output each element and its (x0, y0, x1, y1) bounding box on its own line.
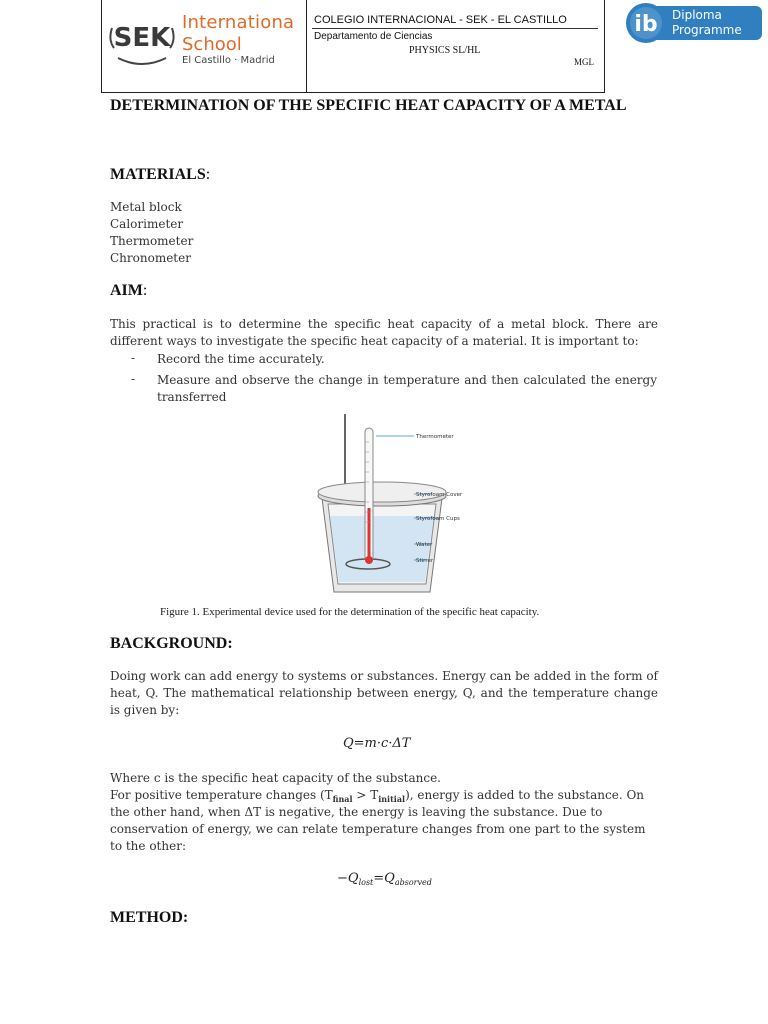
background-heading: BACKGROUND: (110, 635, 233, 652)
conservation-paragraph: the other hand, when ΔT is negative, the energy is leaving the substance. Due to conservation of energy, we can relate temperature changes from one part to the system to the other: (110, 805, 646, 853)
background-paragraph: Doing work can add energy to systems or substances. Energy can be added in the form of heat, Q. The mathematical relationship between energy, Q, and the temperature change is given by: (110, 669, 658, 717)
header-table (101, 0, 605, 93)
ib-diploma-logo-icon (624, 2, 764, 44)
materials-heading: MATERIALS: (110, 166, 211, 183)
ib-line-2: Programme (672, 23, 742, 37)
figure-label: Styrofoam Cover (416, 492, 463, 498)
conservation-formula: $-Q_{lost}=Q_{absorved}$ (337, 871, 432, 887)
header-divider (306, 0, 307, 93)
calorimeter-figure (296, 412, 472, 600)
material-item: Calorimeter (110, 217, 184, 231)
energy-formula: Q=m·c·ΔT (343, 736, 411, 751)
material-item: Metal block (110, 200, 182, 214)
author-initials: MGL (574, 57, 594, 67)
bullet-mark: - (131, 351, 136, 365)
logo-line-2: School (182, 34, 242, 55)
school-name: COLEGIO INTERNACIONAL - SEK - EL CASTILLO (314, 14, 567, 26)
method-heading: METHOD: (110, 909, 189, 926)
material-item: Chronometer (110, 251, 191, 265)
figure-label: Thermometer (416, 434, 454, 440)
temperature-line: For positive temperature changes $(T_{final} > T_{initial})$, energy is added to the substance. On (110, 788, 645, 804)
ib-line-1: Diploma (672, 8, 722, 22)
where-line: Where c is the specific heat capacity of the substance. (110, 771, 441, 785)
logo-line-1: Internationa (182, 12, 295, 33)
figure-caption: Figure 1. Experimental device used for the determination of the specific heat capacity. (160, 606, 540, 618)
sek-badge-text: SEK (113, 23, 171, 53)
figure-label: Stirrer (416, 558, 434, 564)
figure-label: Styrofoam Cups (416, 516, 460, 522)
page-title: DETERMINATION OF THE SPECIFIC HEAT CAPACITY OF A METAL (110, 97, 627, 114)
department-name: Departamento de Ciencias (314, 31, 433, 42)
bullet-mark: - (131, 372, 136, 386)
aim-heading: AIM: (110, 282, 148, 299)
logo-line-3: El Castillo · Madrid (182, 55, 275, 66)
header-rule (312, 28, 598, 29)
aim-bullet: Measure and observe the change in temperature and then calculated the energy transferred (157, 373, 657, 404)
aim-paragraph: This practical is to determine the specific heat capacity of a metal block. There are different ways to investigate the specific heat capacity of a material. It is important to: (110, 317, 658, 348)
sek-logo-icon (106, 10, 178, 68)
aim-bullet: Record the time accurately. (157, 352, 325, 366)
ib-badge-text: ib (634, 12, 658, 37)
figure-label: Water (416, 542, 433, 548)
course-name: PHYSICS SL/HL (409, 45, 481, 56)
material-item: Thermometer (110, 234, 194, 248)
